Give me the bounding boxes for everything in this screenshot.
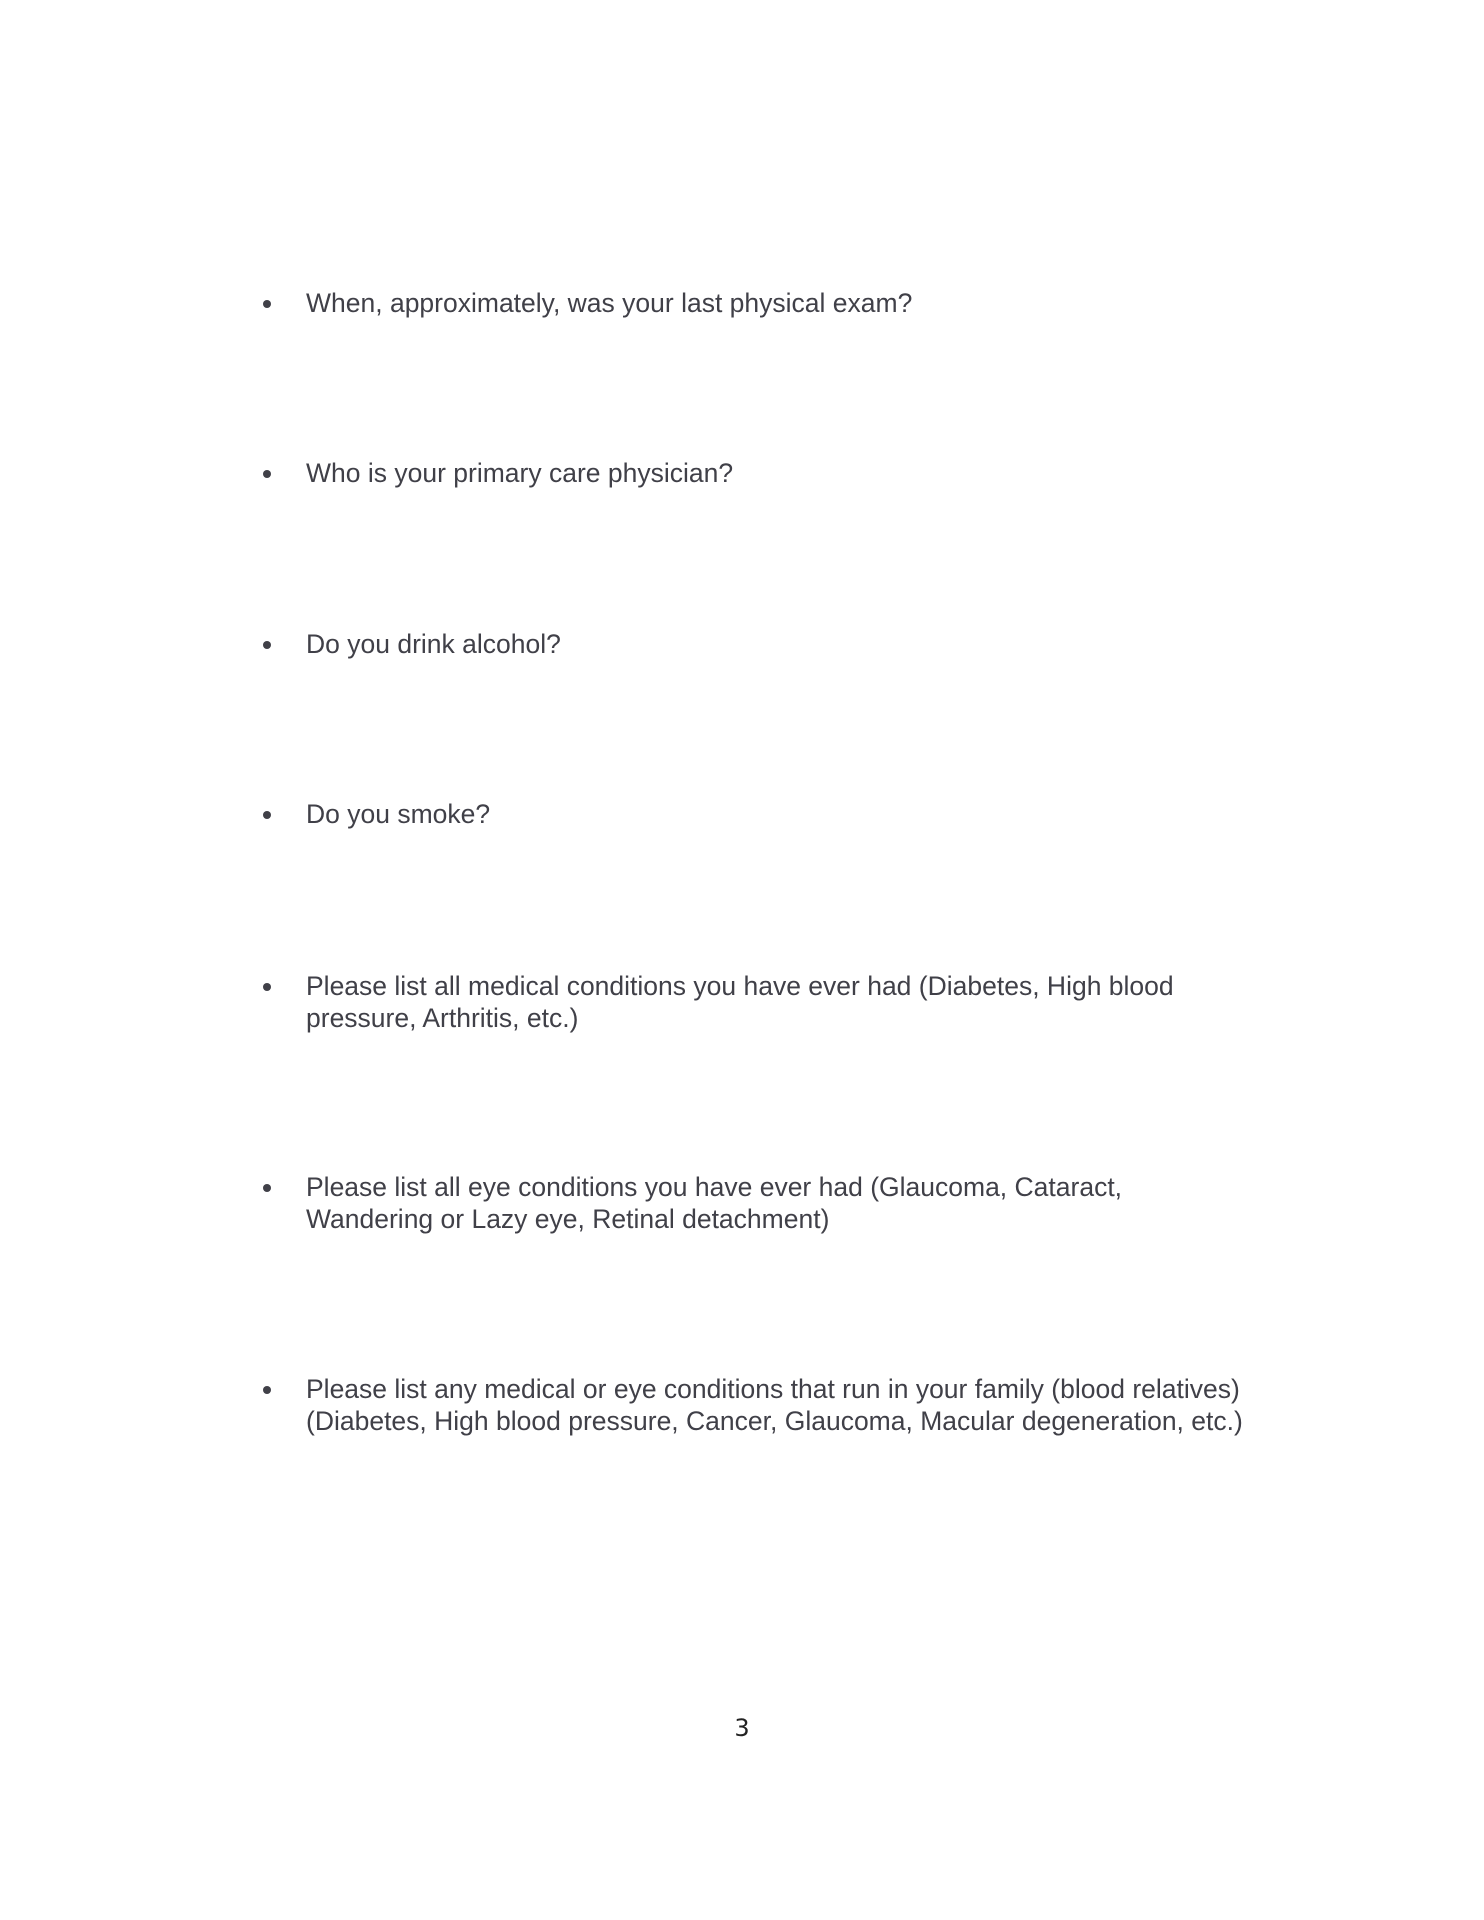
question-text: Please list any medical or eye conditions that run in your family (blood relatives) (Diabetes, High blood pressure, Cancer, Glaucoma, Macular degeneration, etc.) xyxy=(306,1374,1243,1436)
question-text: Please list all medical conditions you have ever had (Diabetes, High blood pressure, Arthritis, etc.) xyxy=(306,971,1174,1033)
bullet-icon xyxy=(258,970,306,1034)
bullet-icon xyxy=(258,1373,306,1437)
list-item xyxy=(258,457,1258,489)
list-item xyxy=(258,970,1258,1034)
question-text: Please list all eye conditions you have ever had (Glaucoma, Cataract, Wandering or Lazy eye, Retinal detachment) xyxy=(306,1172,1123,1234)
list-item xyxy=(258,798,1258,830)
question-text: When, approximately, was your last physical exam? xyxy=(306,288,913,318)
list-item xyxy=(258,287,1258,319)
list-item xyxy=(258,1373,1258,1437)
page-number: 3 xyxy=(734,1714,750,1742)
bullet-icon xyxy=(258,798,306,830)
bullet-icon xyxy=(258,1171,306,1235)
bullet-icon xyxy=(258,628,306,660)
question-text: Who is your primary care physician? xyxy=(306,458,734,488)
bullet-icon xyxy=(258,457,306,489)
list-item xyxy=(258,628,1258,660)
list-item xyxy=(258,1171,1258,1235)
bullet-icon xyxy=(258,287,306,319)
question-text: Do you smoke? xyxy=(306,799,491,829)
question-text: Do you drink alcohol? xyxy=(306,629,561,659)
